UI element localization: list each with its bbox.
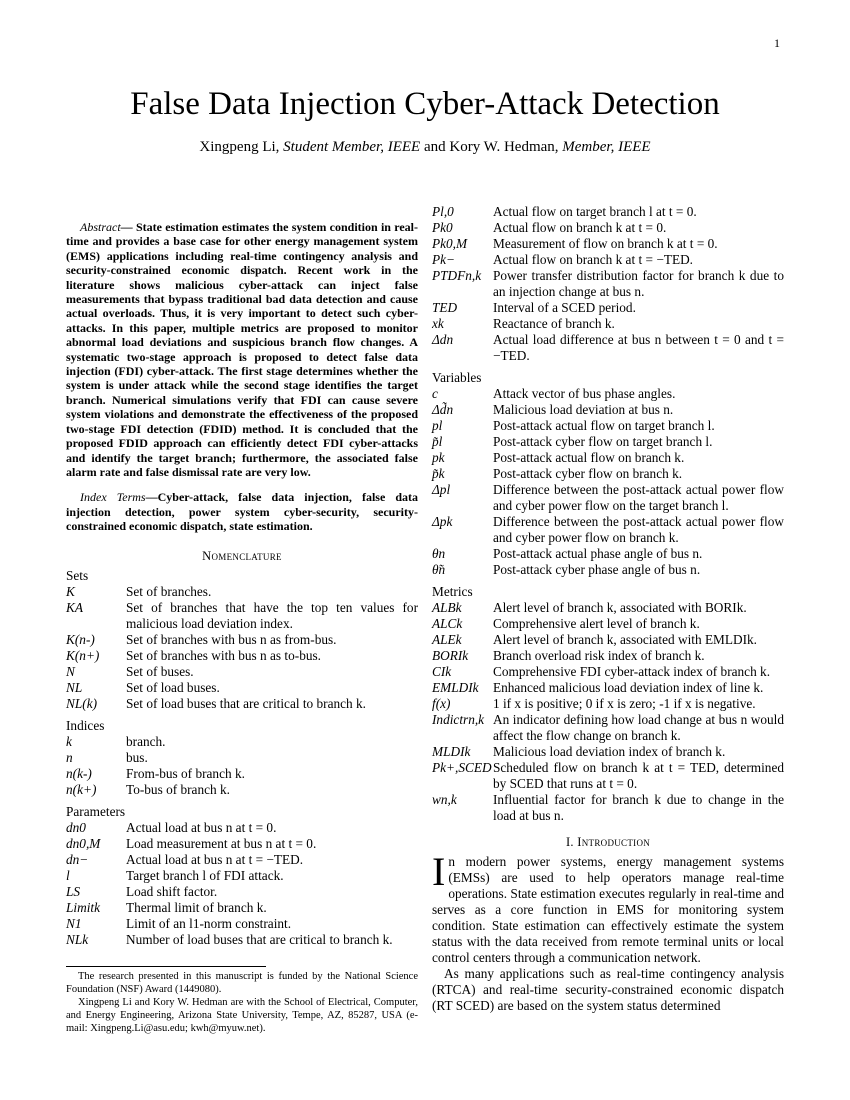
nomenclature-definition: Actual load difference at bus n between t = 0 and t = −TED. — [493, 332, 784, 363]
nomenclature-definition: Set of load buses that are critical to branch k. — [126, 695, 366, 711]
nomenclature-entry — [432, 220, 784, 236]
index-terms — [66, 490, 418, 533]
nomenclature-definition: Post-attack actual flow on branch k. — [493, 450, 685, 465]
nomenclature-symbol: ALBk — [432, 600, 462, 615]
section-number: I. — [565, 835, 574, 849]
nomenclature-definition: Load shift factor. — [126, 883, 218, 899]
nomenclature-entry — [432, 418, 784, 434]
nomenclature-entry — [66, 820, 418, 836]
nomenclature-entry — [66, 836, 418, 852]
author-2-role: Member, IEEE — [562, 139, 651, 155]
nomenclature-definition: Branch overload risk index of branch k. — [493, 648, 705, 663]
parameters-list — [66, 820, 418, 948]
nomenclature-entry — [432, 632, 784, 648]
nomenclature-entry — [432, 760, 784, 792]
nomenclature-symbol: TED — [432, 300, 458, 315]
nomenclature-symbol: EMLDIk — [432, 680, 479, 695]
nomenclature-definition: Set of buses. — [126, 663, 194, 679]
nomenclature-entry — [66, 782, 418, 798]
nomenclature-symbol: θn — [432, 546, 446, 561]
nomenclature-symbol: CIk — [432, 664, 452, 679]
nomenclature-entry — [66, 916, 418, 932]
nomenclature-symbol: PTDFn,k — [432, 268, 482, 283]
nomenclature-entry — [432, 450, 784, 466]
parameters-heading: Parameters — [66, 803, 126, 819]
nomenclature-entry — [432, 386, 784, 402]
nomenclature-definition: Set of branches that have the top ten values for malicious load deviation index. — [126, 599, 418, 631]
nomenclature-symbol: Pk0,M — [432, 236, 468, 251]
footnote-affiliation: Xingpeng Li and Kory W. Hedman are with the School of Electrical, Computer, and Energy Engineering, Arizona State University, Tempe, AZ, 85287, USA (e-mail: Xingpeng.Li@asu.edu; kwh@myuw.net). — [66, 997, 418, 1034]
nomenclature-entry — [66, 868, 418, 884]
indices-list — [66, 734, 418, 798]
nomenclature-symbol: l — [66, 867, 70, 883]
nomenclature-entry — [66, 632, 418, 648]
nomenclature-entry — [66, 734, 418, 750]
footnote-rule — [66, 966, 266, 967]
nomenclature-entry — [432, 332, 784, 364]
nomenclature-entry — [66, 750, 418, 766]
nomenclature-entry — [432, 252, 784, 268]
author-1: Xingpeng Li, — [199, 139, 280, 155]
footnote — [66, 970, 418, 1035]
nomenclature-definition: Comprehensive FDI cyber-attack index of branch k. — [493, 664, 771, 679]
nomenclature-definition: branch. — [126, 733, 166, 749]
nomenclature-definition: Post-attack cyber phase angle of bus n. — [493, 562, 701, 577]
nomenclature-entry — [432, 616, 784, 632]
nomenclature-definition: Malicious load deviation at bus n. — [493, 402, 674, 417]
nomenclature-entry — [432, 482, 784, 514]
nomenclature-definition: To-bus of branch k. — [126, 781, 230, 797]
nomenclature-entry — [66, 884, 418, 900]
abstract — [66, 220, 418, 479]
nomenclature-symbol: Pk− — [432, 252, 455, 267]
nomenclature-definition: Set of load buses. — [126, 679, 220, 695]
nomenclature-symbol: K(n+) — [66, 647, 100, 663]
nomenclature-symbol: K(n-) — [66, 631, 95, 647]
nomenclature-symbol: p̃l — [432, 434, 443, 449]
nomenclature-entry — [432, 744, 784, 760]
nomenclature-symbol: Δpl — [432, 482, 451, 497]
nomenclature-definition: Post-attack cyber flow on branch k. — [493, 466, 683, 481]
nomenclature-definition: Actual load at bus n at t = −TED. — [126, 851, 304, 867]
nomenclature-symbol: LS — [66, 883, 81, 899]
sets-heading: Sets — [66, 567, 89, 583]
nomenclature-entry — [432, 466, 784, 482]
nomenclature-heading: Nomenclature — [202, 548, 282, 563]
nomenclature-symbol: Limitk — [66, 899, 100, 915]
metrics-heading: Metrics — [432, 584, 473, 599]
nomenclature-definition: Set of branches with bus n as from-bus. — [126, 631, 337, 647]
nomenclature-entry — [432, 204, 784, 220]
nomenclature-definition: Alert level of branch k, associated with EMLDIk. — [493, 632, 758, 647]
nomenclature-definition: Reactance of branch k. — [493, 316, 615, 331]
nomenclature-definition: Load measurement at bus n at t = 0. — [126, 835, 317, 851]
nomenclature-entry — [432, 268, 784, 300]
nomenclature-definition: Difference between the post-attack actual power flow and cyber power flow on the target branch l. — [493, 482, 784, 513]
paper-title: False Data Injection Cyber-Attack Detection — [130, 86, 720, 122]
index-terms-label: Index Terms — [80, 490, 146, 505]
nomenclature-entry — [432, 792, 784, 824]
nomenclature-entry — [432, 680, 784, 696]
nomenclature-definition: Set of branches with bus n as to-bus. — [126, 647, 321, 663]
nomenclature-symbol: dn0 — [66, 819, 86, 835]
nomenclature-entry — [432, 236, 784, 252]
right-column — [432, 204, 784, 1014]
nomenclature-symbol: MLDIk — [432, 744, 471, 759]
nomenclature-definition: From-bus of branch k. — [126, 765, 245, 781]
nomenclature-symbol: NLk — [66, 931, 89, 947]
nomenclature-symbol: Δpk — [432, 514, 453, 529]
nomenclature-definition: Actual flow on target branch l at t = 0. — [493, 204, 697, 219]
nomenclature-entry — [432, 514, 784, 546]
nomenclature-entry — [432, 562, 784, 578]
intro-paragraph-1 — [432, 849, 784, 966]
author-2: and Kory W. Hedman, — [423, 139, 559, 155]
nomenclature-entry — [66, 852, 418, 868]
intro-paragraph-2: As many applications such as real-time contingency analysis (RTCA) and real-time security-constrained economic dispatch (RT SCED) are based on the system status determined — [432, 966, 784, 1013]
nomenclature-symbol: Indictrn,k — [432, 712, 485, 727]
left-column — [66, 206, 418, 948]
indices-heading: Indices — [66, 717, 105, 733]
nomenclature-definition: Actual flow on branch k at t = −TED. — [493, 252, 693, 267]
nomenclature-definition: Difference between the post-attack actual power flow and cyber power flow on branch k. — [493, 514, 784, 545]
nomenclature-definition: Enhanced malicious load deviation index of line k. — [493, 680, 764, 695]
nomenclature-definition: An indicator defining how load change at bus n would affect the flow change on branch k. — [493, 712, 784, 743]
nomenclature-entry — [66, 932, 418, 948]
nomenclature-definition: Target branch l of FDI attack. — [126, 867, 284, 883]
nomenclature-entry — [432, 600, 784, 616]
nomenclature-symbol: c — [432, 386, 438, 401]
nomenclature-symbol: N — [66, 663, 75, 679]
nomenclature-symbol: wn,k — [432, 792, 457, 807]
nomenclature-definition: 1 if x is positive; 0 if x is zero; -1 if x is negative. — [493, 696, 756, 711]
nomenclature-definition: Comprehensive alert level of branch k. — [493, 616, 700, 631]
footnote-funding: The research presented in this manuscript is funded by the National Science Foundation (NSF) Award (1449080). — [66, 971, 418, 995]
nomenclature-symbol: n — [66, 749, 73, 765]
nomenclature-entry — [432, 648, 784, 664]
nomenclature-symbol: N1 — [66, 915, 82, 931]
nomenclature-definition: Scheduled flow on branch k at t = TED, determined by SCED that runs at t = 0. — [493, 760, 784, 791]
nomenclature-symbol: ALEk — [432, 632, 462, 647]
nomenclature-entry — [66, 696, 418, 712]
nomenclature-symbol: p̃k — [432, 466, 445, 481]
nomenclature-entry — [66, 664, 418, 680]
nomenclature-symbol: xk — [432, 316, 444, 331]
nomenclature-symbol: ALCk — [432, 616, 463, 631]
nomenclature-symbol: BORIk — [432, 648, 469, 663]
nomenclature-entry — [432, 434, 784, 450]
nomenclature-symbol: dn0,M — [66, 835, 101, 851]
nomenclature-symbol: n(k-) — [66, 765, 92, 781]
nomenclature-definition: Post-attack actual phase angle of bus n. — [493, 546, 703, 561]
nomenclature-symbol: KA — [66, 599, 83, 615]
nomenclature-symbol: n(k+) — [66, 781, 97, 797]
nomenclature-symbol: pk — [432, 450, 445, 465]
nomenclature-definition: Set of branches. — [126, 583, 212, 599]
nomenclature-symbol: Pk0 — [432, 220, 453, 235]
nomenclature-entry — [432, 402, 784, 418]
nomenclature-entry — [66, 680, 418, 696]
nomenclature-definition: Thermal limit of branch k. — [126, 899, 267, 915]
nomenclature-symbol: Δd̃n — [432, 402, 454, 417]
nomenclature-definition: Measurement of flow on branch k at t = 0. — [493, 236, 718, 251]
page-number: 1 — [774, 36, 780, 50]
nomenclature-symbol: Pk+,SCED — [432, 760, 492, 775]
nomenclature-definition: Post-attack actual flow on target branch l. — [493, 418, 715, 433]
intro-paragraph-1-text: n modern power systems, energy management systems (EMSs) are used to help operators manage real-time operations. State estimation executes regularly in real-time and serves as a core function in EMS for monitoring system condition. State estimation can effectively estimate the system status with the data received from remote terminal units or local control centers through a communication network. — [432, 854, 784, 965]
nomenclature-entry — [66, 648, 418, 664]
section-heading-introduction — [432, 834, 784, 850]
nomenclature-symbol: Δdn — [432, 332, 454, 347]
nomenclature-definition: Influential factor for branch k due to change in the load at bus n. — [493, 792, 784, 823]
drop-cap: I — [432, 849, 446, 894]
parameters-list-cont — [432, 204, 784, 364]
nomenclature-definition: bus. — [126, 749, 148, 765]
nomenclature-symbol: Pl,0 — [432, 204, 454, 219]
nomenclature-symbol: k — [66, 733, 72, 749]
nomenclature-entry — [66, 584, 418, 600]
section-title: Introduction — [577, 835, 651, 849]
metrics-list — [432, 600, 784, 824]
nomenclature-symbol: f(x) — [432, 696, 451, 711]
nomenclature-symbol: θ̃n — [432, 562, 446, 577]
variables-heading: Variables — [432, 370, 482, 385]
abstract-label: Abstract — [80, 220, 121, 234]
nomenclature-definition: Post-attack cyber flow on target branch l. — [493, 434, 713, 449]
nomenclature-entry — [432, 696, 784, 712]
nomenclature-entry — [66, 600, 418, 632]
nomenclature-entry — [432, 300, 784, 316]
nomenclature-entry — [432, 712, 784, 744]
abstract-text: — State estimation estimates the system condition in real-time and provides a base case for other energy management system (EMS) applications including real-time contingency analysis and security-constrained economic dispatch. Recent work in the literature shows malicious cyber-attack can inject false measurements that bypass traditional bad data detection and cause actual overloads. Thus, it is very important to detect such cyber-attacks. In this paper, multiple metrics are proposed to monitor abnormal load deviations and suspicious branch flow changes. A systematic two-stage approach is proposed to detect false data injection (FDI) cyber-attack. The first stage determines whether the system is under attack while the second stage identifies the target branch. Numerical simulations verify that FDI can cause severe system violations and demonstrate the effectiveness of the proposed two-stage FDI detection (FDID) method. It is concluded that the proposed FDID approach can efficiently detect FDI cyber-attacks and identify the target branch; furthermore, the associated false alarm rate and false dismissal rate are very low. — [66, 220, 418, 479]
nomenclature-symbol: dn− — [66, 851, 89, 867]
sets-list — [66, 584, 418, 712]
author-1-role: Student Member, IEEE — [283, 139, 421, 155]
author-line — [0, 137, 850, 157]
nomenclature-definition: Attack vector of bus phase angles. — [493, 386, 676, 401]
nomenclature-definition: Number of load buses that are critical to branch k. — [126, 931, 393, 947]
nomenclature-symbol: pl — [432, 418, 443, 433]
nomenclature-entry — [66, 766, 418, 782]
nomenclature-entry — [432, 316, 784, 332]
nomenclature-symbol: K — [66, 583, 75, 599]
nomenclature-definition: Malicious load deviation index of branch k. — [493, 744, 726, 759]
nomenclature-symbol: NL — [66, 679, 83, 695]
variables-list — [432, 386, 784, 578]
nomenclature-symbol: NL(k) — [66, 695, 98, 711]
index-terms-text: —Cyber-attack, false data injection, false data injection detection, power system cyber-security, security-constrained economic dispatch, state estimation. — [66, 490, 419, 534]
nomenclature-entry — [66, 900, 418, 916]
nomenclature-entry — [432, 664, 784, 680]
nomenclature-entry — [432, 546, 784, 562]
nomenclature-definition: Actual flow on branch k at t = 0. — [493, 220, 667, 235]
nomenclature-definition: Actual load at bus n at t = 0. — [126, 819, 277, 835]
nomenclature-definition: Limit of an l1-norm constraint. — [126, 915, 292, 931]
nomenclature-definition: Power transfer distribution factor for branch k due to an injection change at bus n. — [493, 268, 784, 299]
nomenclature-definition: Interval of a SCED period. — [493, 300, 636, 315]
nomenclature-definition: Alert level of branch k, associated with BORIk. — [493, 600, 747, 615]
